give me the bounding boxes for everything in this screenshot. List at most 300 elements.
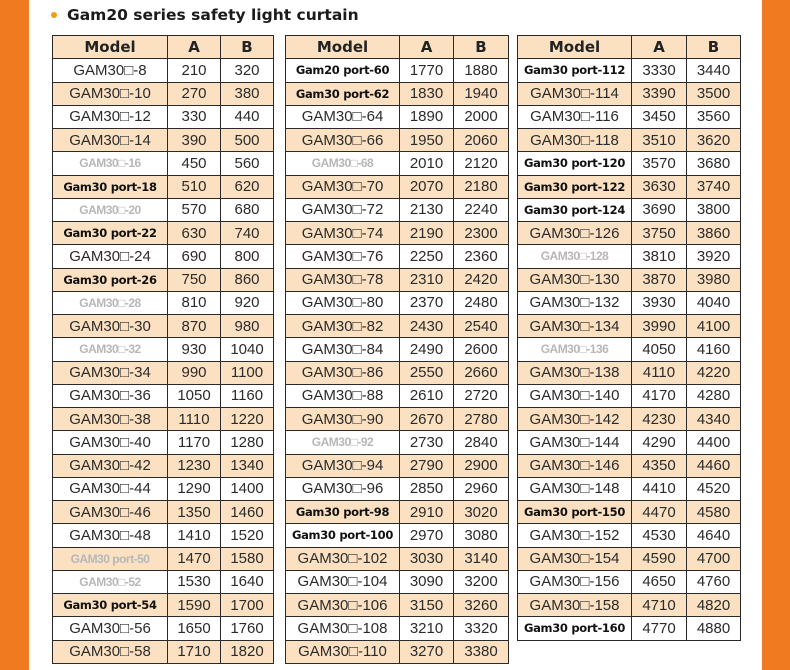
table-row xyxy=(286,291,509,314)
table-row xyxy=(518,175,741,198)
table-row xyxy=(518,105,741,128)
model-cell: Gam30 port-54 xyxy=(53,594,168,617)
model-cell: GAM30 port-50 xyxy=(53,547,168,570)
model-cell: GAM30□-146 xyxy=(518,454,632,477)
a-value-cell: 990 xyxy=(168,361,221,384)
a-value-cell: 3570 xyxy=(632,152,687,175)
model-cell: GAM30□-130 xyxy=(518,268,632,291)
page-heading xyxy=(51,6,359,24)
b-value-cell: 2300 xyxy=(454,222,509,245)
model-cell: GAM30□-102 xyxy=(286,547,400,570)
a-value-cell: 1290 xyxy=(168,477,221,500)
model-cell: GAM30□-136 xyxy=(518,338,632,361)
table-row xyxy=(286,570,509,593)
b-value-cell: 2600 xyxy=(454,338,509,361)
b-value-cell: 1580 xyxy=(221,547,274,570)
b-value-cell: 500 xyxy=(221,129,274,152)
model-cell: GAM30□-10 xyxy=(53,82,168,105)
table-row xyxy=(518,82,741,105)
a-value-cell: 4470 xyxy=(632,501,687,524)
table-row xyxy=(518,408,741,431)
b-header: B xyxy=(687,36,741,59)
b-value-cell: 4280 xyxy=(687,384,741,407)
a-value-cell: 2130 xyxy=(400,198,454,221)
b-value-cell: 1460 xyxy=(221,501,274,524)
model-cell: GAM30□-12 xyxy=(53,105,168,128)
b-value-cell: 3140 xyxy=(454,547,509,570)
b-value-cell: 1100 xyxy=(221,361,274,384)
b-value-cell: 2420 xyxy=(454,268,509,291)
b-value-cell: 3620 xyxy=(687,129,741,152)
b-value-cell: 2840 xyxy=(454,431,509,454)
model-cell: GAM30□-88 xyxy=(286,384,400,407)
a-value-cell: 2190 xyxy=(400,222,454,245)
table-row xyxy=(518,594,741,617)
model-cell: GAM30□-70 xyxy=(286,175,400,198)
table-row xyxy=(286,315,509,338)
table-row xyxy=(53,245,274,268)
b-value-cell: 4520 xyxy=(687,477,741,500)
table-row xyxy=(53,384,274,407)
table-row xyxy=(286,524,509,547)
a-value-cell: 4590 xyxy=(632,547,687,570)
a-value-cell: 1950 xyxy=(400,129,454,152)
a-value-cell: 3330 xyxy=(632,59,687,82)
a-value-cell: 870 xyxy=(168,315,221,338)
a-value-cell: 2610 xyxy=(400,384,454,407)
a-value-cell: 4050 xyxy=(632,338,687,361)
model-cell: GAM30□-80 xyxy=(286,291,400,314)
model-cell: Gam20 port-60 xyxy=(286,59,400,82)
model-cell: GAM30□-142 xyxy=(518,408,632,431)
table-row xyxy=(286,82,509,105)
a-value-cell: 1170 xyxy=(168,431,221,454)
b-value-cell: 4220 xyxy=(687,361,741,384)
heading-text: Gam20 series safety light curtain xyxy=(67,6,359,24)
table-row xyxy=(518,431,741,454)
table-row xyxy=(286,245,509,268)
table-row xyxy=(53,431,274,454)
model-cell: GAM30□-8 xyxy=(53,59,168,82)
table-row xyxy=(518,315,741,338)
table-row xyxy=(518,129,741,152)
table-row xyxy=(53,547,274,570)
a-value-cell: 2550 xyxy=(400,361,454,384)
table-row xyxy=(53,152,274,175)
table-row xyxy=(518,222,741,245)
b-value-cell: 4760 xyxy=(687,570,741,593)
table-row xyxy=(518,338,741,361)
b-value-cell: 680 xyxy=(221,198,274,221)
b-value-cell: 4700 xyxy=(687,547,741,570)
model-table-1 xyxy=(52,35,274,664)
table-row xyxy=(286,408,509,431)
b-value-cell: 1940 xyxy=(454,82,509,105)
a-value-cell: 1890 xyxy=(400,105,454,128)
b-value-cell: 2000 xyxy=(454,105,509,128)
b-value-cell: 2180 xyxy=(454,175,509,198)
model-cell: GAM30□-126 xyxy=(518,222,632,245)
model-cell: GAM30□-116 xyxy=(518,105,632,128)
table-row xyxy=(53,640,274,663)
b-value-cell: 4040 xyxy=(687,291,741,314)
table-row xyxy=(286,105,509,128)
model-cell: GAM30□-36 xyxy=(53,384,168,407)
a-value-cell: 4710 xyxy=(632,594,687,617)
b-value-cell: 4160 xyxy=(687,338,741,361)
model-cell: GAM30□-132 xyxy=(518,291,632,314)
table-row xyxy=(53,454,274,477)
model-cell: GAM30□-148 xyxy=(518,477,632,500)
a-value-cell: 3630 xyxy=(632,175,687,198)
model-cell: GAM30□-144 xyxy=(518,431,632,454)
table-row xyxy=(518,361,741,384)
table-row xyxy=(286,384,509,407)
a-value-cell: 3930 xyxy=(632,291,687,314)
table-row xyxy=(286,198,509,221)
a-value-cell: 2910 xyxy=(400,501,454,524)
b-value-cell: 4100 xyxy=(687,315,741,338)
bullet-dot-icon xyxy=(51,12,57,18)
model-cell: Gam30 port-22 xyxy=(53,222,168,245)
model-cell: GAM30□-58 xyxy=(53,640,168,663)
table-row xyxy=(518,617,741,640)
a-value-cell: 3090 xyxy=(400,570,454,593)
model-cell: GAM30□-90 xyxy=(286,408,400,431)
b-value-cell: 2660 xyxy=(454,361,509,384)
b-value-cell: 2780 xyxy=(454,408,509,431)
a-value-cell: 1350 xyxy=(168,501,221,524)
a-value-cell: 4530 xyxy=(632,524,687,547)
model-cell: Gam30 port-122 xyxy=(518,175,632,198)
table-row xyxy=(518,454,741,477)
model-cell: GAM30□-34 xyxy=(53,361,168,384)
table-header-row xyxy=(53,36,274,59)
table-row xyxy=(518,268,741,291)
a-value-cell: 1230 xyxy=(168,454,221,477)
model-cell: GAM30□-110 xyxy=(286,640,400,663)
model-cell: Gam30 port-98 xyxy=(286,501,400,524)
table-row xyxy=(53,105,274,128)
model-cell: GAM30□-42 xyxy=(53,454,168,477)
model-cell: GAM30□-154 xyxy=(518,547,632,570)
a-value-cell: 1050 xyxy=(168,384,221,407)
table-row xyxy=(53,59,274,82)
model-cell: GAM30□-30 xyxy=(53,315,168,338)
a-header: A xyxy=(632,36,687,59)
model-cell: Gam30 port-18 xyxy=(53,175,168,198)
table-row xyxy=(518,291,741,314)
model-cell: GAM30□-106 xyxy=(286,594,400,617)
b-value-cell: 1280 xyxy=(221,431,274,454)
model-header: Model xyxy=(518,36,632,59)
model-cell: Gam30 port-112 xyxy=(518,59,632,82)
model-cell: Gam30 port-62 xyxy=(286,82,400,105)
model-cell: GAM30□-16 xyxy=(53,152,168,175)
b-value-cell: 2720 xyxy=(454,384,509,407)
a-value-cell: 3810 xyxy=(632,245,687,268)
b-value-cell: 3020 xyxy=(454,501,509,524)
a-value-cell: 1710 xyxy=(168,640,221,663)
table-header-row xyxy=(286,36,509,59)
b-value-cell: 620 xyxy=(221,175,274,198)
table-row xyxy=(286,222,509,245)
a-value-cell: 1590 xyxy=(168,594,221,617)
a-value-cell: 330 xyxy=(168,105,221,128)
model-cell: GAM30□-138 xyxy=(518,361,632,384)
b-value-cell: 1700 xyxy=(221,594,274,617)
model-header: Model xyxy=(286,36,400,59)
b-value-cell: 1640 xyxy=(221,570,274,593)
b-value-cell: 3380 xyxy=(454,640,509,663)
model-cell: GAM30□-118 xyxy=(518,129,632,152)
table-row xyxy=(518,477,741,500)
b-value-cell: 2900 xyxy=(454,454,509,477)
model-cell: GAM30□-68 xyxy=(286,152,400,175)
b-value-cell: 3200 xyxy=(454,570,509,593)
model-cell: GAM30□-40 xyxy=(53,431,168,454)
a-value-cell: 2670 xyxy=(400,408,454,431)
table-row xyxy=(286,59,509,82)
a-value-cell: 2430 xyxy=(400,315,454,338)
a-value-cell: 1470 xyxy=(168,547,221,570)
table-row xyxy=(286,547,509,570)
model-cell: Gam30 port-120 xyxy=(518,152,632,175)
a-value-cell: 3870 xyxy=(632,268,687,291)
b-value-cell: 1400 xyxy=(221,477,274,500)
table-row xyxy=(53,524,274,547)
a-value-cell: 2490 xyxy=(400,338,454,361)
a-value-cell: 3210 xyxy=(400,617,454,640)
b-value-cell: 4880 xyxy=(687,617,741,640)
model-cell: Gam30 port-100 xyxy=(286,524,400,547)
model-cell: GAM30□-74 xyxy=(286,222,400,245)
model-cell: GAM30□-24 xyxy=(53,245,168,268)
model-cell: GAM30□-14 xyxy=(53,129,168,152)
table-row xyxy=(53,594,274,617)
a-value-cell: 1110 xyxy=(168,408,221,431)
table-row xyxy=(286,640,509,663)
model-cell: GAM30□-96 xyxy=(286,477,400,500)
b-value-cell: 1340 xyxy=(221,454,274,477)
a-value-cell: 4770 xyxy=(632,617,687,640)
b-value-cell: 3920 xyxy=(687,245,741,268)
model-cell: GAM30□-134 xyxy=(518,315,632,338)
table-row xyxy=(518,245,741,268)
b-value-cell: 4400 xyxy=(687,431,741,454)
a-value-cell: 630 xyxy=(168,222,221,245)
b-value-cell: 320 xyxy=(221,59,274,82)
model-cell: GAM30□-104 xyxy=(286,570,400,593)
b-value-cell: 3800 xyxy=(687,198,741,221)
model-cell: GAM30□-56 xyxy=(53,617,168,640)
a-value-cell: 3150 xyxy=(400,594,454,617)
model-cell: GAM30□-84 xyxy=(286,338,400,361)
a-value-cell: 2850 xyxy=(400,477,454,500)
a-value-cell: 810 xyxy=(168,291,221,314)
table-row xyxy=(286,594,509,617)
a-value-cell: 210 xyxy=(168,59,221,82)
a-value-cell: 2070 xyxy=(400,175,454,198)
b-value-cell: 800 xyxy=(221,245,274,268)
model-header: Model xyxy=(53,36,168,59)
table-row xyxy=(518,384,741,407)
a-value-cell: 4230 xyxy=(632,408,687,431)
table-row xyxy=(53,408,274,431)
model-cell: GAM30□-32 xyxy=(53,338,168,361)
table-row xyxy=(286,431,509,454)
table-row xyxy=(518,152,741,175)
a-value-cell: 2010 xyxy=(400,152,454,175)
table-row xyxy=(53,82,274,105)
b-value-cell: 440 xyxy=(221,105,274,128)
a-header: A xyxy=(168,36,221,59)
model-cell: GAM30□-94 xyxy=(286,454,400,477)
model-cell: GAM30□-140 xyxy=(518,384,632,407)
table-row xyxy=(286,477,509,500)
a-value-cell: 270 xyxy=(168,82,221,105)
a-value-cell: 3390 xyxy=(632,82,687,105)
b-value-cell: 1760 xyxy=(221,617,274,640)
a-header: A xyxy=(400,36,454,59)
a-value-cell: 1830 xyxy=(400,82,454,105)
a-value-cell: 3990 xyxy=(632,315,687,338)
model-cell: GAM30□-114 xyxy=(518,82,632,105)
b-value-cell: 740 xyxy=(221,222,274,245)
model-cell: GAM30□-46 xyxy=(53,501,168,524)
a-value-cell: 510 xyxy=(168,175,221,198)
b-value-cell: 4640 xyxy=(687,524,741,547)
model-cell: GAM30□-20 xyxy=(53,198,168,221)
content-panel xyxy=(29,0,762,670)
a-value-cell: 4290 xyxy=(632,431,687,454)
a-value-cell: 1650 xyxy=(168,617,221,640)
table-row xyxy=(53,361,274,384)
model-cell: GAM30□-128 xyxy=(518,245,632,268)
a-value-cell: 4650 xyxy=(632,570,687,593)
table-row xyxy=(286,338,509,361)
table-row xyxy=(53,617,274,640)
table-row xyxy=(286,617,509,640)
b-value-cell: 1160 xyxy=(221,384,274,407)
model-cell: GAM30□-52 xyxy=(53,570,168,593)
table-row xyxy=(286,454,509,477)
b-value-cell: 4580 xyxy=(687,501,741,524)
model-cell: GAM30□-82 xyxy=(286,315,400,338)
model-cell: GAM30□-156 xyxy=(518,570,632,593)
table-row xyxy=(53,175,274,198)
table-row xyxy=(286,501,509,524)
a-value-cell: 570 xyxy=(168,198,221,221)
model-cell: GAM30□-44 xyxy=(53,477,168,500)
a-value-cell: 3690 xyxy=(632,198,687,221)
model-cell: GAM30□-158 xyxy=(518,594,632,617)
table-row xyxy=(53,291,274,314)
b-value-cell: 380 xyxy=(221,82,274,105)
a-value-cell: 3270 xyxy=(400,640,454,663)
b-value-cell: 2480 xyxy=(454,291,509,314)
a-value-cell: 3750 xyxy=(632,222,687,245)
model-cell: GAM30□-66 xyxy=(286,129,400,152)
b-value-cell: 3080 xyxy=(454,524,509,547)
table-row xyxy=(518,524,741,547)
b-value-cell: 560 xyxy=(221,152,274,175)
model-cell: GAM30□-48 xyxy=(53,524,168,547)
model-cell: GAM30□-86 xyxy=(286,361,400,384)
b-value-cell: 2540 xyxy=(454,315,509,338)
b-value-cell: 1520 xyxy=(221,524,274,547)
model-cell: GAM30□-92 xyxy=(286,431,400,454)
table-row xyxy=(53,129,274,152)
table-row xyxy=(518,198,741,221)
a-value-cell: 1410 xyxy=(168,524,221,547)
a-value-cell: 4350 xyxy=(632,454,687,477)
a-value-cell: 690 xyxy=(168,245,221,268)
table-row xyxy=(518,570,741,593)
a-value-cell: 2970 xyxy=(400,524,454,547)
a-value-cell: 1770 xyxy=(400,59,454,82)
model-cell: GAM30□-152 xyxy=(518,524,632,547)
b-value-cell: 4460 xyxy=(687,454,741,477)
b-value-cell: 3440 xyxy=(687,59,741,82)
a-value-cell: 3510 xyxy=(632,129,687,152)
table-row xyxy=(286,268,509,291)
model-cell: GAM30□-72 xyxy=(286,198,400,221)
table-row xyxy=(286,175,509,198)
b-value-cell: 3560 xyxy=(687,105,741,128)
model-table-3 xyxy=(517,35,741,641)
b-value-cell: 1880 xyxy=(454,59,509,82)
model-cell: Gam30 port-124 xyxy=(518,198,632,221)
table-row xyxy=(518,501,741,524)
model-cell: GAM30□-78 xyxy=(286,268,400,291)
b-value-cell: 2960 xyxy=(454,477,509,500)
b-value-cell: 2060 xyxy=(454,129,509,152)
b-value-cell: 920 xyxy=(221,291,274,314)
model-cell: GAM30□-38 xyxy=(53,408,168,431)
table-row xyxy=(286,152,509,175)
table-row xyxy=(286,129,509,152)
table-row xyxy=(286,361,509,384)
b-value-cell: 3980 xyxy=(687,268,741,291)
table-row xyxy=(53,477,274,500)
b-value-cell: 4340 xyxy=(687,408,741,431)
table-row xyxy=(518,547,741,570)
a-value-cell: 4170 xyxy=(632,384,687,407)
a-value-cell: 750 xyxy=(168,268,221,291)
b-value-cell: 1220 xyxy=(221,408,274,431)
b-value-cell: 3500 xyxy=(687,82,741,105)
b-value-cell: 3740 xyxy=(687,175,741,198)
model-cell: GAM30□-64 xyxy=(286,105,400,128)
b-value-cell: 4820 xyxy=(687,594,741,617)
table-row xyxy=(518,59,741,82)
table-row xyxy=(53,198,274,221)
b-header: B xyxy=(454,36,509,59)
b-header: B xyxy=(221,36,274,59)
b-value-cell: 2360 xyxy=(454,245,509,268)
b-value-cell: 1040 xyxy=(221,338,274,361)
model-cell: GAM30□-28 xyxy=(53,291,168,314)
table-header-row xyxy=(518,36,741,59)
a-value-cell: 3030 xyxy=(400,547,454,570)
table-row xyxy=(53,268,274,291)
a-value-cell: 4110 xyxy=(632,361,687,384)
b-value-cell: 1820 xyxy=(221,640,274,663)
a-value-cell: 450 xyxy=(168,152,221,175)
b-value-cell: 3320 xyxy=(454,617,509,640)
b-value-cell: 980 xyxy=(221,315,274,338)
